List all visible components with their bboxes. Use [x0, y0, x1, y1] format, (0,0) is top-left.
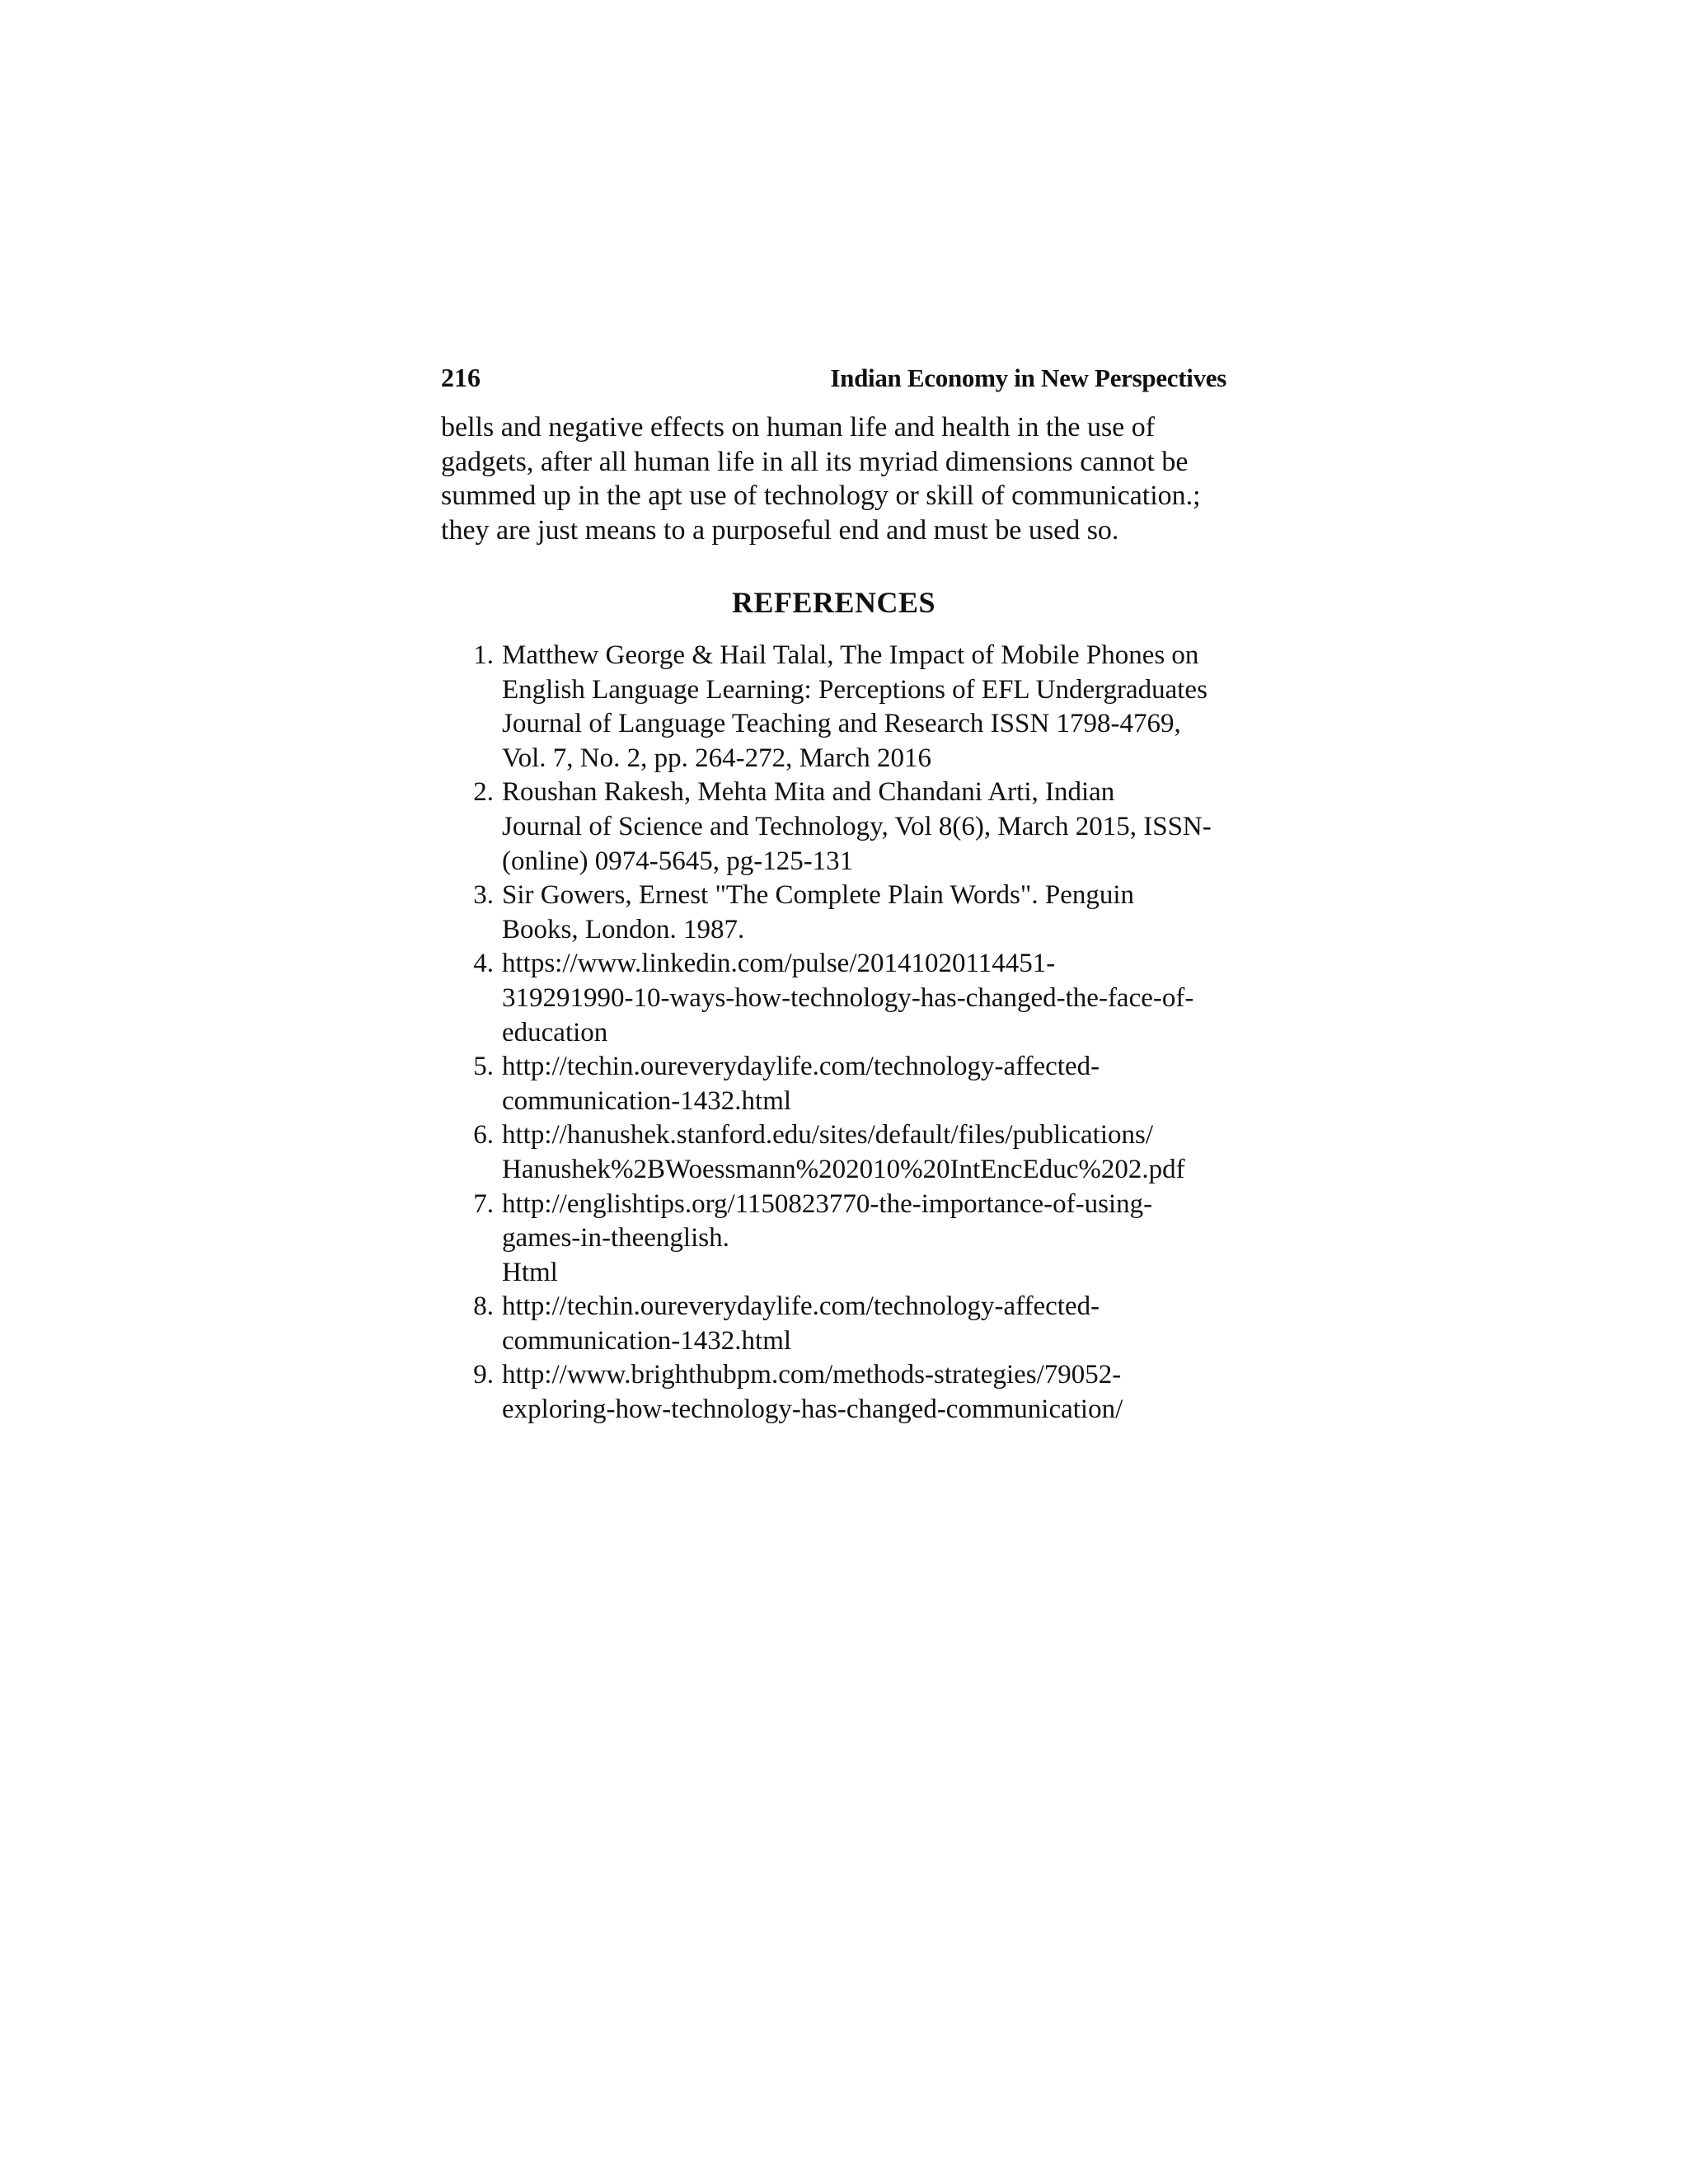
- reference-number: 4.: [473, 949, 494, 979]
- reference-text: Roushan Rakesh, Mehta Mita and Chandani Arti, Indian Journal of Science and Technology, Vol 8(6), March 2015, ISSN- (online) 0974-5645, pg-125-131: [502, 777, 1212, 876]
- reference-link: http://www.brighthubpm.com/methods-strategies/79052- exploring-how-technology-has-changed-communication/: [502, 1360, 1123, 1425]
- reference-link: http://englishtips.org/1150823770-the-importance-of-using- games-in-theenglish. Html: [502, 1188, 1153, 1287]
- page-number: 216: [441, 363, 481, 392]
- running-head: [441, 363, 1226, 396]
- reference-number: 9.: [473, 1360, 494, 1390]
- reference-text: Matthew George & Hail Talal, The Impact of Mobile Phones on English Language Learning: Perceptions of EFL Undergraduates Journal of Language Teaching and Research ISSN 1798-4769, Vol. 7, No. 2, pp. 264-272, March 2016: [502, 640, 1207, 773]
- reference-item-4: [441, 947, 1226, 1050]
- reference-link: http://techin.oureverydaylife.com/technology-affected- communication-1432.html: [502, 1052, 1100, 1116]
- references-heading: REFERENCES: [731, 586, 936, 619]
- reference-item-7: [441, 1188, 1226, 1291]
- reference-text: Sir Gowers, Ernest "The Complete Plain Words". Penguin Books, London. 1987.: [502, 880, 1135, 944]
- reference-number: 8.: [473, 1291, 494, 1322]
- reference-item-1: [441, 639, 1226, 776]
- reference-item-3: [441, 879, 1226, 947]
- reference-item-5: [441, 1050, 1226, 1118]
- reference-link: http://techin.oureverydaylife.com/technology-affected- communication-1432.html: [502, 1291, 1100, 1356]
- reference-number: 5.: [473, 1052, 494, 1082]
- reference-number: 1.: [473, 640, 494, 670]
- reference-item-2: [441, 776, 1226, 879]
- reference-item-8: [441, 1290, 1226, 1358]
- book-page: [441, 363, 1226, 1427]
- reference-number: 6.: [473, 1120, 494, 1151]
- reference-link: http://hanushek.stanford.edu/sites/default/files/publications/ Hanushek%2BWoessmann%202010%20IntEncEduc%202.pdf: [502, 1120, 1185, 1184]
- body-paragraph: bells and negative effects on human life and health in the use of gadgets, after all human life in all its myriad dimensions cannot be summed up in the apt use of technology or skill of communication.; they are just means to a purposeful end and must be used so.: [441, 412, 1201, 546]
- reference-number: 7.: [473, 1188, 494, 1219]
- reference-list: [441, 639, 1226, 1427]
- reference-item-9: [441, 1358, 1226, 1427]
- reference-link: https://www.linkedin.com/pulse/20141020114451- 319291990-10-ways-how-technology-has-changed-the-face-of- education: [502, 949, 1194, 1047]
- reference-number: 2.: [473, 777, 494, 808]
- reference-number: 3.: [473, 880, 494, 911]
- book-title: Indian Economy in New Perspectives: [830, 363, 1226, 392]
- reference-item-6: [441, 1118, 1226, 1187]
